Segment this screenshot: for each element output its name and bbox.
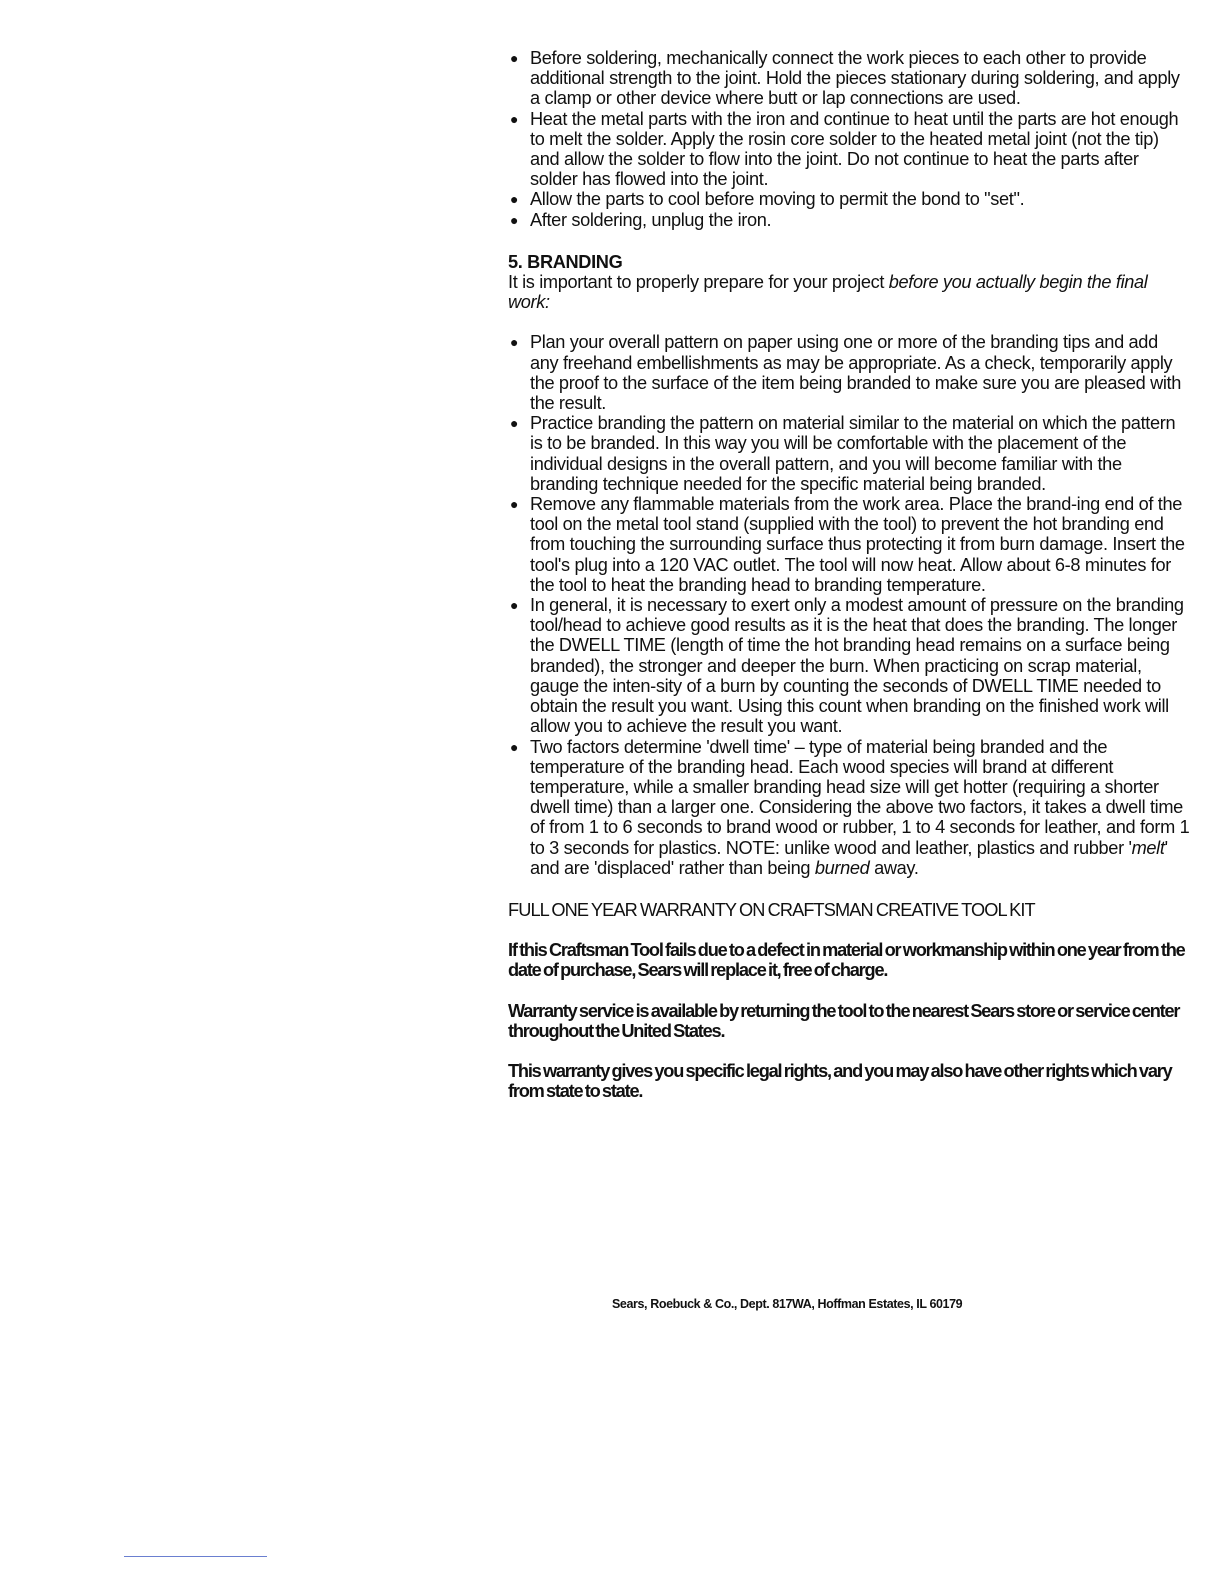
bottom-rule-divider bbox=[124, 1556, 267, 1557]
bullet-text: After soldering, unplug the iron. bbox=[530, 209, 772, 230]
warranty-paragraph: This warranty gives you specific legal rights, and you may also have other rights which vary from state to state. bbox=[508, 1060, 1172, 1102]
bullet-icon: ● bbox=[510, 50, 519, 66]
list-item bbox=[508, 737, 1190, 878]
list-item bbox=[508, 210, 1190, 230]
branding-heading: 5. BRANDING bbox=[508, 251, 623, 272]
dwell-emphasis-burned: burned bbox=[814, 857, 870, 878]
list-item bbox=[508, 48, 1190, 109]
bullet-icon: ● bbox=[510, 597, 519, 614]
bullet-text: In general, it is necessary to exert only a modest amount of pressure on the branding tool/head to achieve good results as it is the heat that does the branding. The longer the DWELL TIME (length of time the hot branding head remains on a surface being branded), the stronger and deeper the burn. When practicing on scrap material, gauge the inten-sity of a burn by counting the seconds of DWELL TIME needed to obtain the result you want. Using this count when branding on the finished work will allow you to achieve the result you want. bbox=[530, 595, 1184, 737]
bullet-icon: ● bbox=[510, 191, 519, 208]
soldering-bullet-list bbox=[508, 48, 1190, 230]
branding-intro-text: It is important to properly prepare for your project bbox=[508, 272, 889, 293]
dwell-text-part: away. bbox=[869, 857, 919, 878]
bullet-icon: ● bbox=[510, 415, 519, 432]
bullet-text bbox=[530, 737, 1189, 878]
warranty-paragraph: Warranty service is available by returning the tool to the nearest Sears store or service center throughout the United States. bbox=[508, 1000, 1180, 1041]
branding-intro-emphasis: before you actually begin the final work: bbox=[508, 272, 1148, 313]
bullet-icon: ● bbox=[510, 211, 519, 228]
list-item bbox=[508, 494, 1190, 595]
bullet-text: Plan your overall pattern on paper using one or more of the branding tips and add any freehand embellishments as may be appropriate. As a check, temporarily apply the proof to the surface of the item being branded to make sure you are pleased with the result. bbox=[530, 332, 1182, 414]
manual-page-column bbox=[508, 48, 1190, 1121]
bullet-icon: ● bbox=[510, 334, 519, 351]
dwell-text-part: Two factors determine 'dwell time' – type of material being branded and the temperature of the branding head. Each wood species will brand at different temperature, while a smaller branding head size will get hotter (requiring a shorter dwell time) than a larger one. Considering the above two factors, it takes a dwell time of from 1 to 6 seconds to brand wood or rubber, 1 to 4 seconds for leather, and form 1 to 3 seconds for plastics. NOTE: unlike wood and leather, plastics and rubber ' bbox=[530, 736, 1190, 858]
list-item bbox=[508, 189, 1190, 209]
list-item bbox=[508, 413, 1190, 494]
warranty-section bbox=[508, 900, 1190, 1101]
bullet-text: Remove any flammable materials from the work area. Place the brand-ing end of the tool on the metal tool stand (supplied with the tool) to prevent the hot branding end from touching the surrounding surface thus protecting it from burn damage. Insert the tool's plug into a 120 VAC outlet. The tool will now heat. Allow about 6-8 minutes for the tool to heat the branding head to branding temperature. bbox=[530, 494, 1185, 595]
branding-bullet-list bbox=[508, 332, 1190, 877]
company-address: Sears, Roebuck & Co., Dept. 817WA, Hoffman Estates, IL 60179 bbox=[612, 1297, 963, 1311]
list-item bbox=[508, 332, 1190, 413]
warranty-title: FULL ONE YEAR WARRANTY ON CRAFTSMAN CREATIVE TOOL KIT bbox=[508, 899, 1035, 920]
bullet-icon: ● bbox=[510, 110, 519, 127]
list-item bbox=[508, 595, 1190, 736]
bullet-text: Before soldering, mechanically connect the work pieces to each other to provide additional strength to the joint. Hold the pieces stationary during soldering, and apply a clamp or other device where butt or lap connections are used. bbox=[530, 48, 1180, 109]
bullet-icon: ● bbox=[510, 496, 519, 513]
bullet-text: Allow the parts to cool before moving to permit the bond to "set". bbox=[530, 189, 1025, 210]
dwell-text-part: ' and are 'displaced' rather than being bbox=[530, 837, 1168, 878]
dwell-emphasis-melt: melt bbox=[1131, 837, 1165, 858]
bullet-icon: ● bbox=[510, 738, 519, 755]
bullet-text: Practice branding the pattern on material similar to the material on which the pattern is to be branded. In this way you will be comfortable with the placement of the individual designs in the overall pattern, and you will become familiar with the branding technique needed for the specific material being branded. bbox=[530, 413, 1176, 494]
list-item bbox=[508, 109, 1190, 190]
warranty-paragraph: If this Craftsman Tool fails due to a defect in material or workmanship within one year from the date of purchase, Sears will replace it, free of charge. bbox=[508, 940, 1185, 981]
branding-intro bbox=[508, 272, 1190, 312]
bullet-text: Heat the metal parts with the iron and continue to heat until the parts are hot enough to melt the solder. Apply the rosin core solder to the heated metal joint (not the tip) and allow the solder to flow into the joint. Do not continue to heat the parts after solder has flowed into the joint. bbox=[530, 108, 1179, 190]
